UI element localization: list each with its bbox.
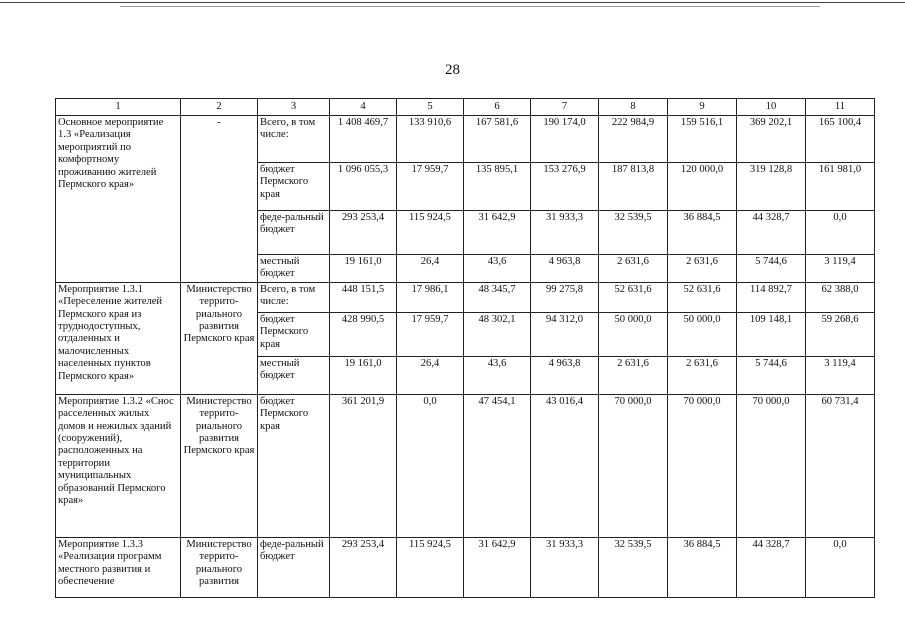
amount-cell: 161 981,0 xyxy=(806,163,875,211)
amount-cell: 115 924,5 xyxy=(397,211,464,255)
header-cell: 11 xyxy=(806,99,875,116)
measure-name-cell: Мероприятие 1.3.3 «Реализация программ местного развития и обеспечение xyxy=(56,537,181,597)
executor-cell: Министерство террито-риального развития Пермского края xyxy=(181,394,258,537)
amount-cell: 17 986,1 xyxy=(397,282,464,312)
amount-cell: 47 454,1 xyxy=(464,394,531,537)
amount-cell: 114 892,7 xyxy=(737,282,806,312)
amount-cell: 190 174,0 xyxy=(531,116,599,163)
amount-cell: 2 631,6 xyxy=(599,356,668,394)
amount-cell: 2 631,6 xyxy=(668,356,737,394)
amount-cell: 31 642,9 xyxy=(464,211,531,255)
table-row xyxy=(56,282,875,312)
table-body xyxy=(56,99,875,598)
header-cell: 10 xyxy=(737,99,806,116)
executor-cell: Министерство террито-риального развития xyxy=(181,537,258,597)
amount-cell: 70 000,0 xyxy=(599,394,668,537)
amount-cell: 0,0 xyxy=(806,211,875,255)
table-row xyxy=(56,394,875,537)
amount-cell: 115 924,5 xyxy=(397,537,464,597)
amount-cell: 293 253,4 xyxy=(330,211,397,255)
amount-cell: 70 000,0 xyxy=(668,394,737,537)
amount-cell: 26,4 xyxy=(397,255,464,283)
header-cell: 1 xyxy=(56,99,181,116)
amount-cell: 319 128,8 xyxy=(737,163,806,211)
amount-cell: 133 910,6 xyxy=(397,116,464,163)
header-cell: 9 xyxy=(668,99,737,116)
table-row xyxy=(56,116,875,163)
header-row xyxy=(56,99,875,116)
amount-cell: 50 000,0 xyxy=(668,312,737,356)
amount-cell: 0,0 xyxy=(806,537,875,597)
funding-source-cell: Всего, в том числе: xyxy=(258,282,330,312)
amount-cell: 99 275,8 xyxy=(531,282,599,312)
funding-source-cell: местный бюджет xyxy=(258,356,330,394)
amount-cell: 43 016,4 xyxy=(531,394,599,537)
header-cell: 5 xyxy=(397,99,464,116)
amount-cell: 36 884,5 xyxy=(668,211,737,255)
amount-cell: 62 388,0 xyxy=(806,282,875,312)
amount-cell: 135 895,1 xyxy=(464,163,531,211)
amount-cell: 5 744,6 xyxy=(737,255,806,283)
amount-cell: 44 328,7 xyxy=(737,211,806,255)
amount-cell: 43,6 xyxy=(464,255,531,283)
amount-cell: 222 984,9 xyxy=(599,116,668,163)
amount-cell: 1 096 055,3 xyxy=(330,163,397,211)
amount-cell: 32 539,5 xyxy=(599,211,668,255)
header-cell: 3 xyxy=(258,99,330,116)
amount-cell: 153 276,9 xyxy=(531,163,599,211)
amount-cell: 361 201,9 xyxy=(330,394,397,537)
amount-cell: 159 516,1 xyxy=(668,116,737,163)
top-border-line-2 xyxy=(120,6,820,7)
funding-source-cell: бюджет Пермского края xyxy=(258,312,330,356)
amount-cell: 48 302,1 xyxy=(464,312,531,356)
measure-name-cell: Мероприятие 1.3.1 «Переселение жителей Пермского края из труднодоступных, отдаленных и малочисленных населенных пунктов Пермского края» xyxy=(56,282,181,394)
amount-cell: 52 631,6 xyxy=(668,282,737,312)
amount-cell: 32 539,5 xyxy=(599,537,668,597)
amount-cell: 2 631,6 xyxy=(599,255,668,283)
funding-source-cell: феде-ральный бюджет xyxy=(258,537,330,597)
measure-name-cell: Основное мероприятие 1.3 «Реализация мероприятий по комфортному проживанию жителей Пермского края» xyxy=(56,116,181,283)
budget-table xyxy=(55,98,875,598)
funding-source-cell: феде-ральный бюджет xyxy=(258,211,330,255)
amount-cell: 2 631,6 xyxy=(668,255,737,283)
amount-cell: 0,0 xyxy=(397,394,464,537)
amount-cell: 3 119,4 xyxy=(806,356,875,394)
amount-cell: 4 963,8 xyxy=(531,255,599,283)
header-cell: 2 xyxy=(181,99,258,116)
header-cell: 6 xyxy=(464,99,531,116)
amount-cell: 31 933,3 xyxy=(531,537,599,597)
header-cell: 8 xyxy=(599,99,668,116)
header-cell: 4 xyxy=(330,99,397,116)
amount-cell: 19 161,0 xyxy=(330,255,397,283)
executor-cell: - xyxy=(181,116,258,283)
amount-cell: 165 100,4 xyxy=(806,116,875,163)
amount-cell: 17 959,7 xyxy=(397,163,464,211)
amount-cell: 4 963,8 xyxy=(531,356,599,394)
amount-cell: 369 202,1 xyxy=(737,116,806,163)
amount-cell: 167 581,6 xyxy=(464,116,531,163)
page-number: 28 xyxy=(445,62,460,78)
amount-cell: 120 000,0 xyxy=(668,163,737,211)
table-row xyxy=(56,537,875,597)
amount-cell: 60 731,4 xyxy=(806,394,875,537)
executor-cell: Министерство террито-риального развития Пермского края xyxy=(181,282,258,394)
amount-cell: 1 408 469,7 xyxy=(330,116,397,163)
funding-source-cell: бюджет Пермского края xyxy=(258,394,330,537)
amount-cell: 26,4 xyxy=(397,356,464,394)
amount-cell: 36 884,5 xyxy=(668,537,737,597)
amount-cell: 187 813,8 xyxy=(599,163,668,211)
amount-cell: 31 933,3 xyxy=(531,211,599,255)
amount-cell: 94 312,0 xyxy=(531,312,599,356)
amount-cell: 52 631,6 xyxy=(599,282,668,312)
amount-cell: 293 253,4 xyxy=(330,537,397,597)
amount-cell: 43,6 xyxy=(464,356,531,394)
amount-cell: 3 119,4 xyxy=(806,255,875,283)
amount-cell: 5 744,6 xyxy=(737,356,806,394)
header-cell: 7 xyxy=(531,99,599,116)
measure-name-cell: Мероприятие 1.3.2 «Снос расселенных жилых домов и нежилых зданий (сооружений), расположенных на территории муниципальных образований Пермского края» xyxy=(56,394,181,537)
funding-source-cell: местный бюджет xyxy=(258,255,330,283)
amount-cell: 448 151,5 xyxy=(330,282,397,312)
amount-cell: 17 959,7 xyxy=(397,312,464,356)
amount-cell: 50 000,0 xyxy=(599,312,668,356)
funding-source-cell: бюджет Пермского края xyxy=(258,163,330,211)
amount-cell: 19 161,0 xyxy=(330,356,397,394)
amount-cell: 48 345,7 xyxy=(464,282,531,312)
amount-cell: 44 328,7 xyxy=(737,537,806,597)
amount-cell: 59 268,6 xyxy=(806,312,875,356)
top-border-line xyxy=(0,2,905,3)
amount-cell: 109 148,1 xyxy=(737,312,806,356)
amount-cell: 70 000,0 xyxy=(737,394,806,537)
amount-cell: 428 990,5 xyxy=(330,312,397,356)
funding-source-cell: Всего, в том числе: xyxy=(258,116,330,163)
amount-cell: 31 642,9 xyxy=(464,537,531,597)
